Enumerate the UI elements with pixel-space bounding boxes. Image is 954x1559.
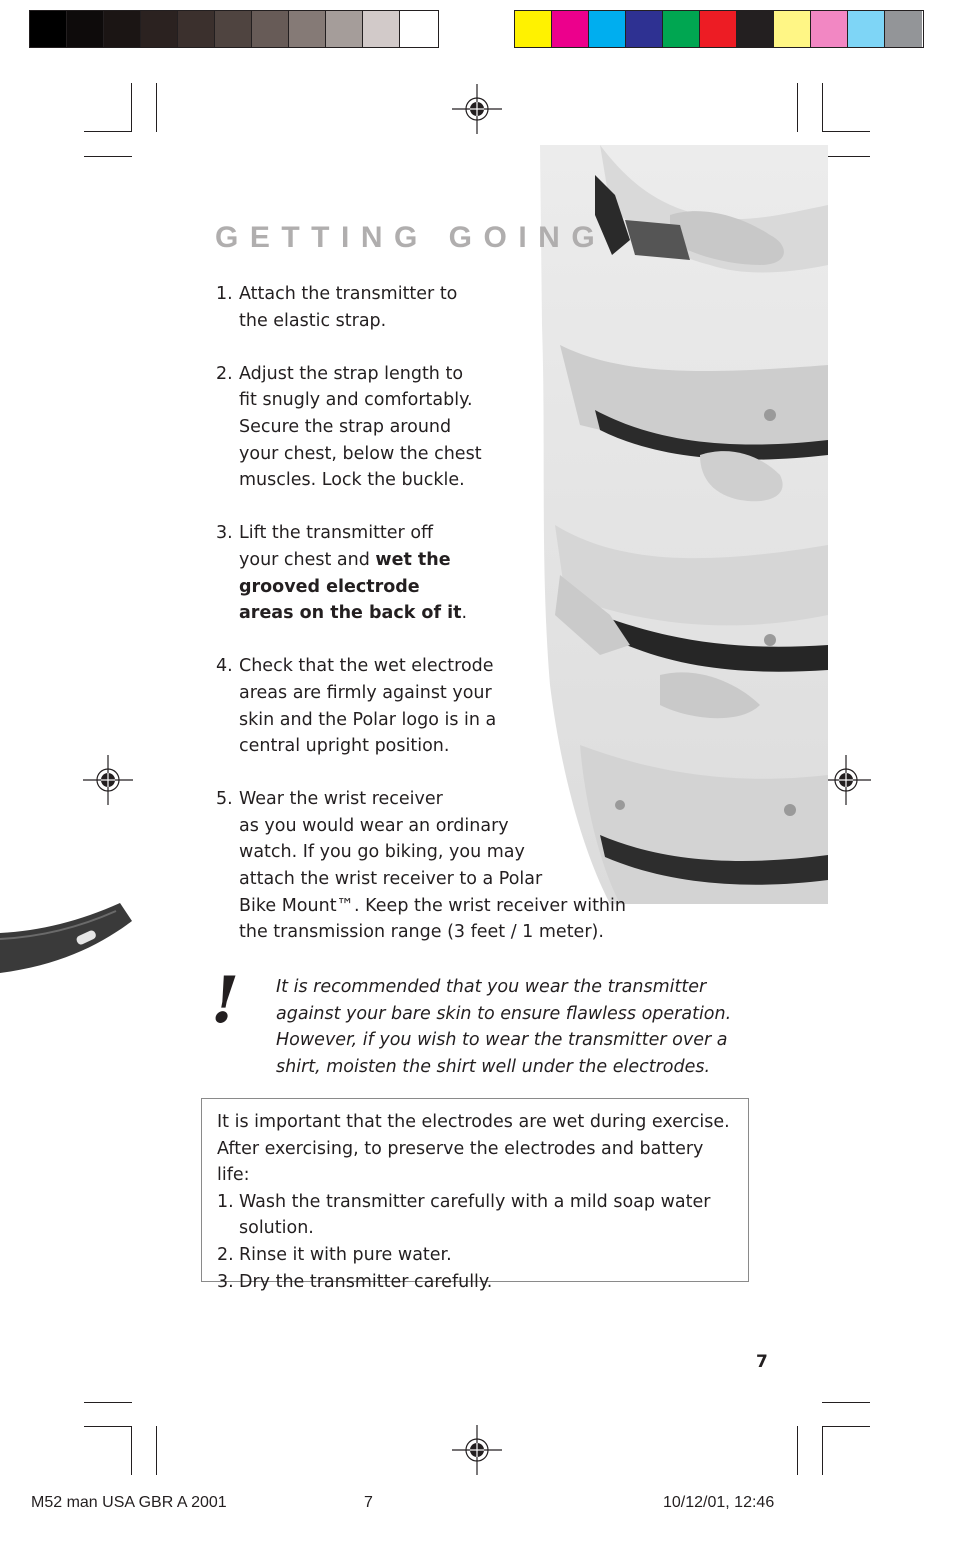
color-swatch [848,11,885,47]
steps-list [216,281,676,972]
text-emphasis: grooved electrode [239,576,420,597]
text-line: the elastic strap. [239,310,387,331]
color-swatch [811,11,848,47]
footer-file-name: M52 man USA GBR A 2001 [31,1494,227,1511]
text-line: It is important that the electrodes are wet during exercise. [217,1112,730,1132]
page-number: 7 [756,1352,768,1372]
gray-swatch [178,11,215,47]
text-plain: . [461,603,468,624]
crop-mark [131,83,132,132]
text-line: shirt, moisten the shirt well under the electrodes. [276,1056,711,1077]
gray-swatch [326,11,363,47]
text-line: Lift the transmitter off [239,523,434,544]
crop-mark [156,1426,157,1475]
text-line: against your bare skin to ensure flawless operation. [276,1003,732,1024]
color-swatch [626,11,663,47]
text-line: Secure the strap around [239,416,452,437]
list-item [217,1189,734,1242]
list-item [216,653,676,759]
text-plain: your chest and [239,549,376,570]
gray-swatch [141,11,178,47]
text-line: Attach the transmitter to [239,284,458,304]
text-line: Rinse it with pure water. [239,1244,452,1265]
color-control-bar [514,10,924,48]
crop-mark [797,1426,798,1475]
text-emphasis: areas on the back of it [239,603,462,624]
gray-swatch [289,11,326,47]
text-line: Wear the wrist receiver [239,789,443,810]
exclamation-icon: ! [211,963,240,1038]
care-instructions-box [201,1098,749,1292]
step-number: 4. [216,656,233,677]
note-text [276,974,756,1080]
text-line: watch. If you go biking, you may [239,842,525,863]
footer-page-number: 7 [364,1494,373,1511]
crop-mark [84,131,132,132]
strap-fragment-photo [0,895,140,985]
gray-swatch [252,11,289,47]
text-line [239,600,676,627]
text-line [239,574,676,601]
crop-mark [822,83,823,132]
gray-swatch [363,11,400,47]
crop-mark [156,83,157,132]
text-line: central upright position. [239,736,450,757]
crop-mark [84,1426,132,1427]
crop-mark [84,1402,132,1403]
step-number: 5. [216,789,233,810]
step-number: 1. [216,284,233,304]
text-line: However, if you wish to wear the transmitter over a [276,1030,728,1051]
text-line: Dry the transmitter carefully. [239,1271,493,1292]
text-line: areas are firmly against your [239,682,492,703]
color-swatch [515,11,552,47]
grayscale-control-bar [29,10,439,48]
text-line: attach the wrist receiver to a Polar [239,869,543,890]
crop-mark [131,1426,132,1475]
text-line: Wash the transmitter carefully with a mild soap water [239,1191,711,1212]
gray-swatch [67,11,104,47]
list-item [216,520,676,626]
list-item [217,1242,734,1269]
text-emphasis: wet the [375,549,451,570]
text-line: as you would wear an ordinary [239,815,509,836]
gray-swatch [104,11,141,47]
crop-mark [822,1402,870,1403]
text-line: fit snugly and comfortably. [239,390,473,411]
registration-mark-icon [452,1425,502,1475]
color-swatch [589,11,626,47]
gray-swatch [215,11,252,47]
gray-swatch [30,11,67,47]
gray-swatch [400,11,437,47]
text-line: muscles. Lock the buckle. [239,470,465,491]
list-item [216,281,676,334]
text-line [239,547,676,574]
color-swatch [885,11,922,47]
text-line: Adjust the strap length to [239,363,464,384]
crop-mark [84,156,132,157]
item-number: 3. [217,1271,234,1292]
list-item [217,1269,734,1296]
registration-mark-icon [452,84,502,134]
text-line: solution. [239,1218,314,1239]
item-number: 2. [217,1244,234,1265]
color-swatch [663,11,700,47]
text-line: Check that the wet electrode [239,656,494,677]
crop-mark [822,1426,823,1475]
registration-mark-icon [83,755,133,805]
crop-mark [822,156,870,157]
step-number: 2. [216,363,233,384]
color-swatch [552,11,589,47]
page-title: GETTING GOING [215,221,607,254]
text-line: skin and the Polar logo is in a [239,709,497,730]
list-item [216,786,676,946]
list-item [216,361,676,494]
color-swatch [737,11,774,47]
text-line: your chest, below the chest [239,443,482,464]
text-line: Bike Mount™. Keep the wrist receiver within [239,895,626,916]
color-swatch [774,11,811,47]
step-number: 3. [216,523,233,544]
crop-mark [797,83,798,132]
crop-mark [822,131,870,132]
text-line: It is recommended that you wear the transmitter [276,977,707,997]
text-line: After exercising, to preserve the electrodes and battery life: [217,1138,704,1186]
registration-mark-icon [821,755,871,805]
crop-mark [822,1426,870,1427]
text-line: the transmission range (3 feet / 1 meter). [239,922,604,943]
item-number: 1. [217,1191,234,1212]
color-swatch [700,11,737,47]
footer-timestamp: 10/12/01, 12:46 [663,1494,775,1511]
